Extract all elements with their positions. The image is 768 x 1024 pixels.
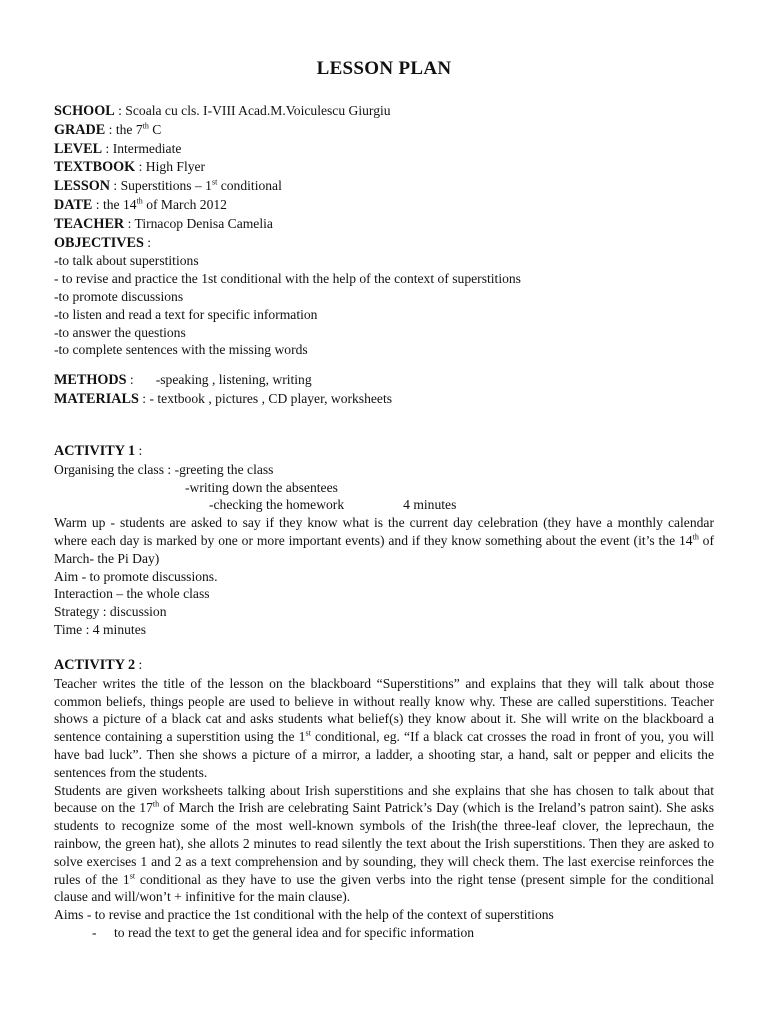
header-block [54, 102, 714, 359]
grade-line: GRADE : the 7th C [54, 121, 162, 138]
school-line: SCHOOL : Scoala cu cls. I-VIII Acad.M.Voiculescu Giurgiu [54, 103, 391, 119]
page-title: LESSON PLAN [316, 58, 452, 79]
organising-homework: -checking the homework [209, 497, 345, 513]
activity-2-paragraph-2: Students are given worksheets talking about Irish superstitions and she explains that she has chosen to talk about that because on the 17th of March the Irish are celebrating Saint Patrick’s Day (which is the Ireland’s patron saint). She asks students to recognize some of the most well-known symbols of the Irish(the three-leaf clover, the leprechaun, the rainbow, the green hat), she allots 2 minutes to read silently the text about the Irish superstitions. Then they are asked to solve exercises 1 and 2 as a text comprehension and by sounding, they will check them. The last exercise reinforces the rules of the 1st conditional as they have to use the given verbs into the right tense (present simple for the conditional clause and will/won’t + infinitive for the main clause). [54, 782, 714, 905]
lesson-value: Superstitions – 1 [120, 178, 212, 194]
level-label: LEVEL [54, 140, 103, 157]
objective-item: -to talk about superstitions [54, 253, 199, 269]
materials-value: - textbook , pictures , CD player, worksheets [149, 390, 393, 406]
aims-line: Aims - to revise and practice the 1st conditional with the help of the context of superstitions [54, 907, 554, 923]
activity-1-section [54, 442, 714, 639]
date-line: DATE : the 14th of March 2012 [54, 196, 227, 213]
interaction-line: Interaction – the whole class [54, 586, 210, 602]
grade-label: GRADE [54, 121, 106, 138]
objective-item: - to revise and practice the 1st conditional with the help of the context of superstitions [54, 271, 521, 287]
date-sup: th [136, 196, 143, 206]
aims-bullet [54, 924, 714, 942]
date-value: the 14 [102, 196, 137, 212]
date-suffix: of March 2012 [142, 196, 227, 212]
materials-line: MATERIALS : - textbook , pictures , CD player, worksheets [54, 390, 393, 407]
aim-line: Aim - to promote discussions. [54, 568, 218, 584]
organising-time: 4 minutes [403, 497, 457, 513]
grade-value: the 7 [115, 121, 143, 137]
teacher-line: TEACHER : Tirnacop Denisa Camelia [54, 215, 273, 232]
teacher-value: Tirnacop Denisa Camelia [134, 215, 273, 231]
strategy-line: Strategy : discussion [54, 604, 167, 620]
objective-item: -to complete sentences with the missing words [54, 342, 308, 358]
time-line: Time : 4 minutes [54, 621, 147, 637]
organising-line-2: -writing down the absentees [185, 479, 338, 495]
warmup-paragraph: Warm up - students are asked to say if they know what is the current day celebration (they have a monthly calendar where each day is marked by one or more important events) and if they know something about the event (it’s the 14th of March- the Pi Day) [54, 515, 714, 566]
objective-item: -to promote discussions [54, 288, 184, 304]
bullet-dash: - [92, 924, 97, 940]
materials-label: MATERIALS [54, 390, 139, 407]
objectives-label: OBJECTIVES [54, 234, 144, 251]
school-value: Scoala cu cls. I-VIII Acad.M.Voiculescu Giurgiu [125, 103, 391, 118]
level-value: Intermediate [112, 140, 182, 156]
date-label: DATE [54, 196, 93, 213]
level-line: LEVEL : Intermediate [54, 140, 182, 157]
school-label: SCHOOL [54, 103, 115, 119]
methods-block [54, 371, 714, 409]
grade-suffix: C [148, 121, 162, 137]
objective-item: -to answer the questions [54, 324, 186, 340]
activity-2-heading: ACTIVITY 2 : [54, 657, 143, 673]
methods-label: METHODS [54, 372, 127, 388]
organising-line-1: Organising the class : -greeting the class [54, 461, 274, 477]
objectives-heading: OBJECTIVES : [54, 234, 152, 251]
textbook-label: TEXTBOOK [54, 159, 136, 176]
lesson-suffix: conditional [217, 178, 282, 194]
textbook-value: High Flyer [145, 159, 206, 175]
methods-line: METHODS : -speaking , listening, writing [54, 372, 312, 388]
methods-value: -speaking , listening, writing [155, 372, 312, 387]
lesson-line: LESSON : Superstitions – 1st conditional [54, 177, 282, 195]
teacher-label: TEACHER [54, 215, 125, 232]
textbook-line: TEXTBOOK : High Flyer [54, 159, 206, 176]
bullet-text: to read the text to get the general idea and for specific information [114, 924, 475, 940]
lesson-sup: st [211, 177, 218, 187]
organising-line-3 [54, 496, 714, 514]
grade-sup: th [142, 121, 149, 131]
activity-2-section [54, 656, 714, 942]
activity-2-paragraph-1: Teacher writes the title of the lesson on the blackboard “Superstitions” and explains that they will talk about those common beliefs, things people are used to believe in without really know why. These are called superstitions. Teacher shows a picture of a black cat and asks students what belief(s) they know about it. She will write on the blackboard a sentence containing a superstition using the 1st conditional, eg. “If a black cat crosses the road in front of you, you will have bad luck”. Then she shows a picture of a mirror, a ladder, a shooting star, a hand, salt or pepper and elicits the sentences from the students. [54, 675, 714, 780]
lesson-label: LESSON [54, 178, 110, 195]
activity-1-heading: ACTIVITY 1 : [54, 443, 143, 459]
objective-item: -to listen and read a text for specific information [54, 306, 318, 322]
